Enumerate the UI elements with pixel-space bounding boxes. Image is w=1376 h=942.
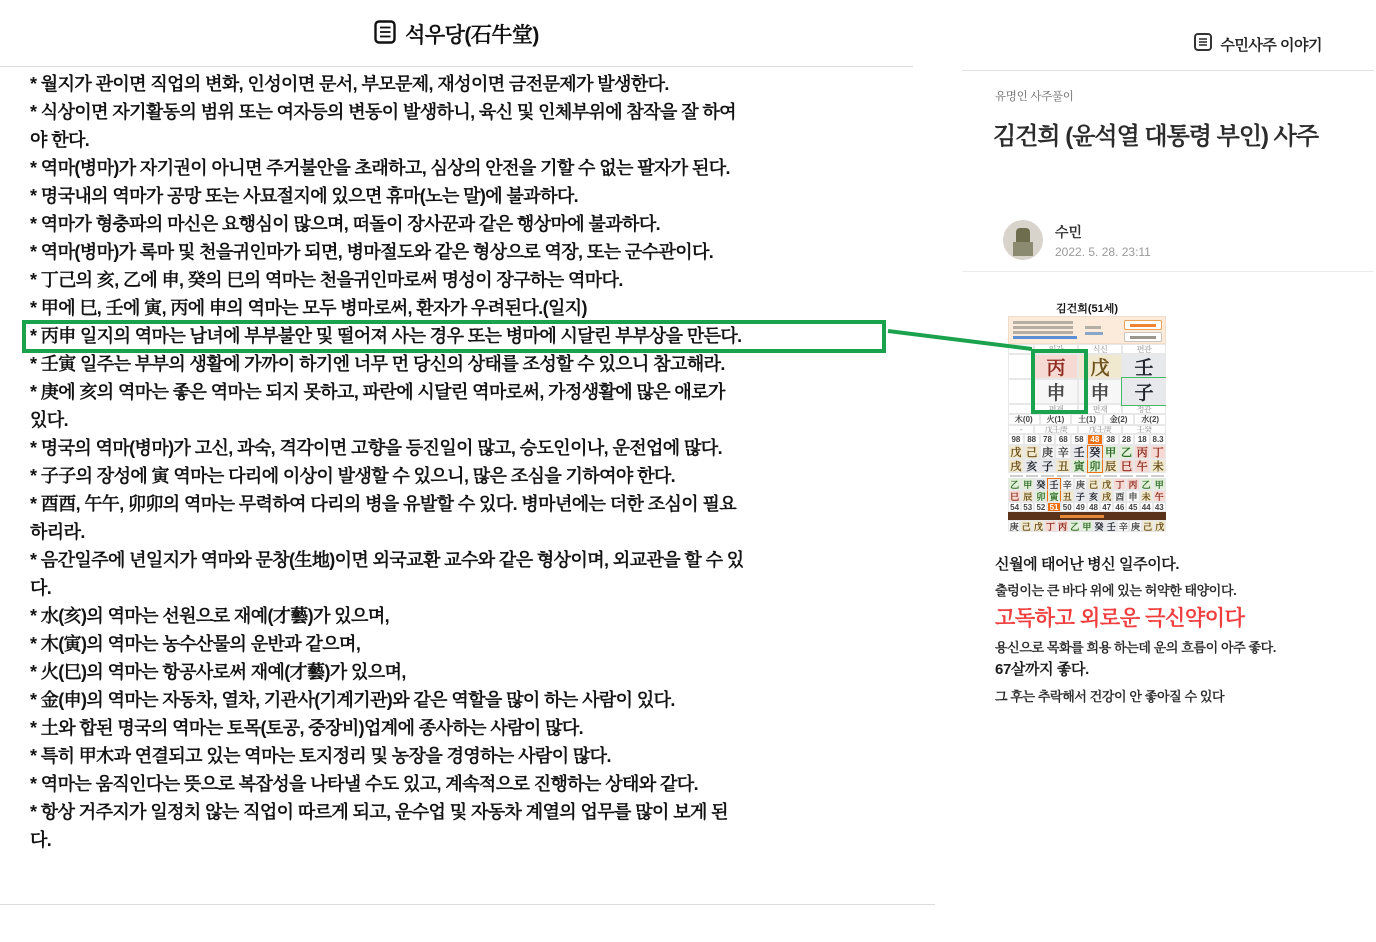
cutoff-micro-row xyxy=(1008,532,1166,534)
pillar-branch xyxy=(1008,379,1034,404)
chart-person-name: 김건희(51세) xyxy=(1055,303,1119,315)
daeun-stem: 辛 xyxy=(1055,445,1071,459)
seun-branch: 戌 xyxy=(1100,490,1113,502)
text-line: * 역마(병마)가 자기권이 아니면 주거불안을 초래하고, 심상의 안전을 기할 수 없는 팔자가 된다. xyxy=(30,158,730,178)
birth-info-line xyxy=(1013,331,1073,334)
post-body-line-alert: 고독하고 외로운 극신약이다 xyxy=(995,607,1245,630)
text-line: * 酉酉, 午午, 卯卯의 역마는 무력하여 다리의 병을 유발할 수 있다. 병마년에는 더한 조심이 필요 xyxy=(30,494,737,514)
element-count: 火(1) xyxy=(1040,414,1072,425)
element-count: 水(2) xyxy=(1134,414,1166,425)
text-line: 다. xyxy=(30,578,52,598)
seun-stem: 丁 xyxy=(1113,478,1126,490)
pillar-stem: 壬 xyxy=(1122,354,1166,379)
text-line: * 甲에 巳, 壬에 寅, 丙에 申의 역마는 모두 병마로써, 환자가 우려된다.(일지) xyxy=(30,298,587,318)
text-line: * 子子의 장성에 寅 역마는 다리에 이상이 발생할 수 있으니, 많은 조심을 기하여야 한다. xyxy=(30,466,676,486)
month-stem: 己 xyxy=(1020,520,1032,532)
post-category-link[interactable]: 유명인 사주풀이 xyxy=(995,91,1074,103)
seun-branch: 酉 xyxy=(1113,490,1126,502)
hidden-stems: - xyxy=(1008,425,1034,434)
document-body xyxy=(30,70,910,854)
text-line: * 역마(병마)가 록마 및 천을귀인마가 되면, 병마절도와 같은 형상으로 역장, 또는 군수관이다. xyxy=(30,242,714,262)
daeun-stem: 戊 xyxy=(1008,445,1024,459)
seun-age: 51 xyxy=(1047,502,1060,512)
seun-stem: 甲 xyxy=(1021,478,1034,490)
daeun-branch: 辰 xyxy=(1103,459,1119,473)
month-stem: 己 xyxy=(1142,520,1154,532)
seun-age: 43 xyxy=(1153,502,1166,512)
text-line: 있다. xyxy=(30,410,68,430)
seun-branch: 丑 xyxy=(1061,490,1074,502)
sipsin-label: 정관 xyxy=(1122,404,1166,414)
author-block xyxy=(1003,220,1151,260)
month-stem: 辛 xyxy=(1117,520,1129,532)
sipsin-label: 편재 xyxy=(1034,404,1078,414)
blog-panel xyxy=(960,0,1376,942)
seun-stem: 辛 xyxy=(1061,478,1074,490)
avatar[interactable] xyxy=(1003,220,1043,260)
seun-age: 49 xyxy=(1074,502,1087,512)
element-count: 土(1) xyxy=(1071,414,1103,425)
daeun-age: 28 xyxy=(1119,434,1135,445)
post-body-line: 그 후는 추락해서 건강이 안 좋아질 수 있다 xyxy=(995,689,1225,704)
document-header xyxy=(0,16,913,52)
pillar-stem xyxy=(1008,354,1034,379)
daeun-age: 48 xyxy=(1087,434,1103,445)
author-name[interactable]: 수민 xyxy=(1055,223,1083,240)
text-line: * 명국의 역마(병마)가 고신, 과숙, 격각이면 고향을 등진일이 많고, 승도인이나, 운전업에 많다. xyxy=(30,438,722,458)
daeun-age: 58 xyxy=(1071,434,1087,445)
seun-branch: 申 xyxy=(1126,490,1139,502)
month-stem: 甲 xyxy=(1081,520,1093,532)
birth-info-line xyxy=(1013,336,1077,339)
hidden-stems: 戊壬庚 xyxy=(1034,425,1078,434)
post-title: 김건희 (윤석열 대통령 부인) 사주 xyxy=(993,123,1319,150)
saju-chart-image xyxy=(1008,303,1166,534)
text-line: * 항상 거주지가 일정치 않는 직업이 따르게 되고, 운수업 및 자동차 계열의 업무를 많이 보게 된 xyxy=(30,802,728,822)
seun-branch: 寅 xyxy=(1047,490,1060,502)
chart-grid xyxy=(1008,344,1166,534)
month-stem: 戊 xyxy=(1154,520,1166,532)
birth-time-line xyxy=(1085,332,1103,335)
seun-stem: 己 xyxy=(1087,478,1100,490)
seun-stem: 乙 xyxy=(1140,478,1153,490)
seun-age: 44 xyxy=(1140,502,1153,512)
chart-month-bar xyxy=(1008,512,1166,520)
month-stem: 丁 xyxy=(1044,520,1056,532)
text-line: * 庚에 亥의 역마는 좋은 역마는 되지 못하고, 파란에 시달린 역마로써, 가정생활에 많은 애로가 xyxy=(30,382,725,402)
divider xyxy=(962,271,1374,272)
element-count: 金(2) xyxy=(1103,414,1135,425)
text-line: * 壬寅 일주는 부부의 생활에 가까이 하기엔 너무 먼 당신의 상태를 조성할 수 있으니 참고해라. xyxy=(30,354,725,374)
seun-branch: 午 xyxy=(1153,490,1166,502)
sipsin-label: 식신 xyxy=(1078,344,1122,354)
seun-stem: 癸 xyxy=(1034,478,1047,490)
post-body-line: 신월에 태어난 병신 일주이다. xyxy=(995,556,1180,573)
seun-stem: 庚 xyxy=(1074,478,1087,490)
text-line: * 명국내의 역마가 공망 또는 사묘절지에 있으면 휴마(노는 말)에 불과하다. xyxy=(30,186,579,206)
birth-info-line xyxy=(1013,326,1073,329)
month-stem: 丙 xyxy=(1057,520,1069,532)
text-line: * 水(亥)의 역마는 선원으로 재예(才藝)가 있으며, xyxy=(30,606,390,626)
post-body-line: 출렁이는 큰 바다 위에 있는 허약한 태양이다. xyxy=(995,583,1237,598)
sipsin-label: 편관 xyxy=(1122,344,1166,354)
pillar-branch: 申 xyxy=(1078,379,1122,404)
daeun-stem: 丁 xyxy=(1150,445,1166,459)
pillar-stem: 丙 xyxy=(1034,354,1078,379)
text-line: * 월지가 관이면 직업의 변화, 인성이면 문서, 부모문제, 재성이면 금전문제가 발생한다. xyxy=(30,74,669,94)
text-line: * 木(寅)의 역마는 농수산물의 운반과 같으며, xyxy=(30,634,361,654)
seun-age: 54 xyxy=(1008,502,1021,512)
pillar-branch: 子 xyxy=(1122,379,1166,404)
seun-age: 47 xyxy=(1100,502,1113,512)
blog-grid-icon xyxy=(1194,33,1212,56)
memo-list-icon xyxy=(374,20,396,49)
text-line: * 특히 甲木과 연결되고 있는 역마는 토지정리 및 농장을 경영하는 사람이 많다. xyxy=(30,746,611,766)
seun-age: 45 xyxy=(1126,502,1139,512)
daeun-age: 38 xyxy=(1103,434,1119,445)
post-body-line: 용신으로 목화를 희용 하는데 운의 흐름이 아주 좋다. xyxy=(995,640,1277,655)
hidden-stems: 戊壬庚 xyxy=(1078,425,1122,434)
seun-age: 46 xyxy=(1113,502,1126,512)
daeun-age: 98 xyxy=(1008,434,1024,445)
text-line: * 역마는 움직인다는 뜻으로 복잡성을 나타낼 수도 있고, 계속적으로 진행하는 상태와 같다. xyxy=(30,774,698,794)
avatar-photo xyxy=(1013,242,1033,256)
divider xyxy=(962,70,1374,71)
seun-stem: 戊 xyxy=(1100,478,1113,490)
pillar-stem: 戊 xyxy=(1078,354,1122,379)
daeun-branch: 亥 xyxy=(1024,459,1040,473)
text-line: * 土와 합된 명국의 역마는 토목(토공, 중장비)업계에 종사하는 사람이 많다. xyxy=(30,718,584,738)
chart-mini-button-orange[interactable] xyxy=(1124,320,1162,330)
seun-age: 48 xyxy=(1087,502,1100,512)
text-line: * 丁己의 亥, 乙에 申, 癸의 巳의 역마는 천을귀인마로써 명성이 장구하는 역마다. xyxy=(30,270,623,290)
daeun-stem: 甲 xyxy=(1103,445,1119,459)
divider xyxy=(0,66,913,67)
post-date: 2022. 5. 28. 23:11 xyxy=(1055,244,1151,259)
daeun-age: 88 xyxy=(1024,434,1040,445)
daeun-age: 68 xyxy=(1055,434,1071,445)
daeun-age: 8.3 xyxy=(1150,434,1166,445)
sipsin-label xyxy=(1008,344,1034,354)
daeun-stem: 丙 xyxy=(1134,445,1150,459)
daeun-age: 18 xyxy=(1134,434,1150,445)
chart-birth-info-header xyxy=(1008,316,1166,344)
daeun-branch: 丑 xyxy=(1055,459,1071,473)
daeun-branch: 巳 xyxy=(1119,459,1135,473)
blog-title: 수민사주 이야기 xyxy=(1220,37,1322,54)
daeun-branch: 寅 xyxy=(1071,459,1087,473)
seun-branch: 巳 xyxy=(1008,490,1021,502)
post-body-line: 67살까지 좋다. xyxy=(995,661,1089,678)
seun-stem: 壬 xyxy=(1047,478,1060,490)
element-count: 木(0) xyxy=(1008,414,1040,425)
daeun-branch: 戌 xyxy=(1008,459,1024,473)
seun-age: 53 xyxy=(1021,502,1034,512)
month-stem: 乙 xyxy=(1069,520,1081,532)
text-line: 야 한다. xyxy=(30,130,90,150)
sipsin-label: 일간 xyxy=(1034,344,1078,354)
text-line: * 식상이면 자기활동의 범위 또는 여자등의 변동이 발생하니, 육신 및 인체부위에 참작을 잘 하여 xyxy=(30,102,736,122)
text-line: * 金(申)의 역마는 자동차, 열차, 기관사(기계기관)와 같은 역할을 많이 하는 사람이 있다. xyxy=(30,690,675,710)
seun-branch: 辰 xyxy=(1021,490,1034,502)
text-line: * 火(巳)의 역마는 항공사로써 재예(才藝)가 있으며, xyxy=(30,662,406,682)
sipsin-label: 편재 xyxy=(1078,404,1122,414)
birth-info-line xyxy=(1013,321,1073,324)
sipsin-label xyxy=(1008,404,1034,414)
month-stem: 庚 xyxy=(1129,520,1141,532)
text-line: * 음간일주에 년일지가 역마와 문창(生地)이면 외국교환 교수와 같은 형상이며, 외교관을 할 수 있 xyxy=(30,550,744,570)
document-title: 석우당(石牛堂) xyxy=(405,24,539,47)
daeun-stem: 癸 xyxy=(1087,445,1103,459)
month-stem: 癸 xyxy=(1093,520,1105,532)
text-line: 다. xyxy=(30,830,52,850)
seun-branch: 未 xyxy=(1140,490,1153,502)
chart-mini-button-gray[interactable] xyxy=(1124,332,1162,342)
birth-time-line xyxy=(1085,326,1101,329)
daeun-branch: 子 xyxy=(1040,459,1056,473)
text-line: 하리라. xyxy=(30,522,85,542)
highlighted-text-line: * 丙申 일지의 역마는 남녀에 부부불안 및 떨어져 사는 경우 또는 병마에 시달린 부부상을 만든다. xyxy=(30,322,910,350)
daeun-branch: 卯 xyxy=(1087,459,1103,473)
hidden-stems: 壬癸 xyxy=(1122,425,1166,434)
seun-stem: 乙 xyxy=(1008,478,1021,490)
daeun-stem: 乙 xyxy=(1119,445,1135,459)
month-stem: 戊 xyxy=(1032,520,1044,532)
seun-branch: 子 xyxy=(1074,490,1087,502)
divider xyxy=(0,904,935,905)
seun-branch: 亥 xyxy=(1087,490,1100,502)
daeun-stem: 壬 xyxy=(1071,445,1087,459)
month-stem: 庚 xyxy=(1008,520,1020,532)
seun-age: 50 xyxy=(1061,502,1074,512)
seun-age: 52 xyxy=(1034,502,1047,512)
month-stem: 壬 xyxy=(1105,520,1117,532)
daeun-stem: 己 xyxy=(1024,445,1040,459)
seun-branch: 卯 xyxy=(1034,490,1047,502)
seun-stem: 丙 xyxy=(1126,478,1139,490)
daeun-branch: 午 xyxy=(1134,459,1150,473)
daeun-age: 78 xyxy=(1040,434,1056,445)
seun-stem: 甲 xyxy=(1153,478,1166,490)
text-line: * 역마가 형충파의 마신은 요행심이 많으며, 떠돌이 장사꾼과 같은 행상마에 불과하다. xyxy=(30,214,661,234)
blog-header-link[interactable] xyxy=(1194,33,1322,56)
pillar-branch: 申 xyxy=(1034,379,1078,404)
daeun-branch: 未 xyxy=(1150,459,1166,473)
daeun-stem: 庚 xyxy=(1040,445,1056,459)
